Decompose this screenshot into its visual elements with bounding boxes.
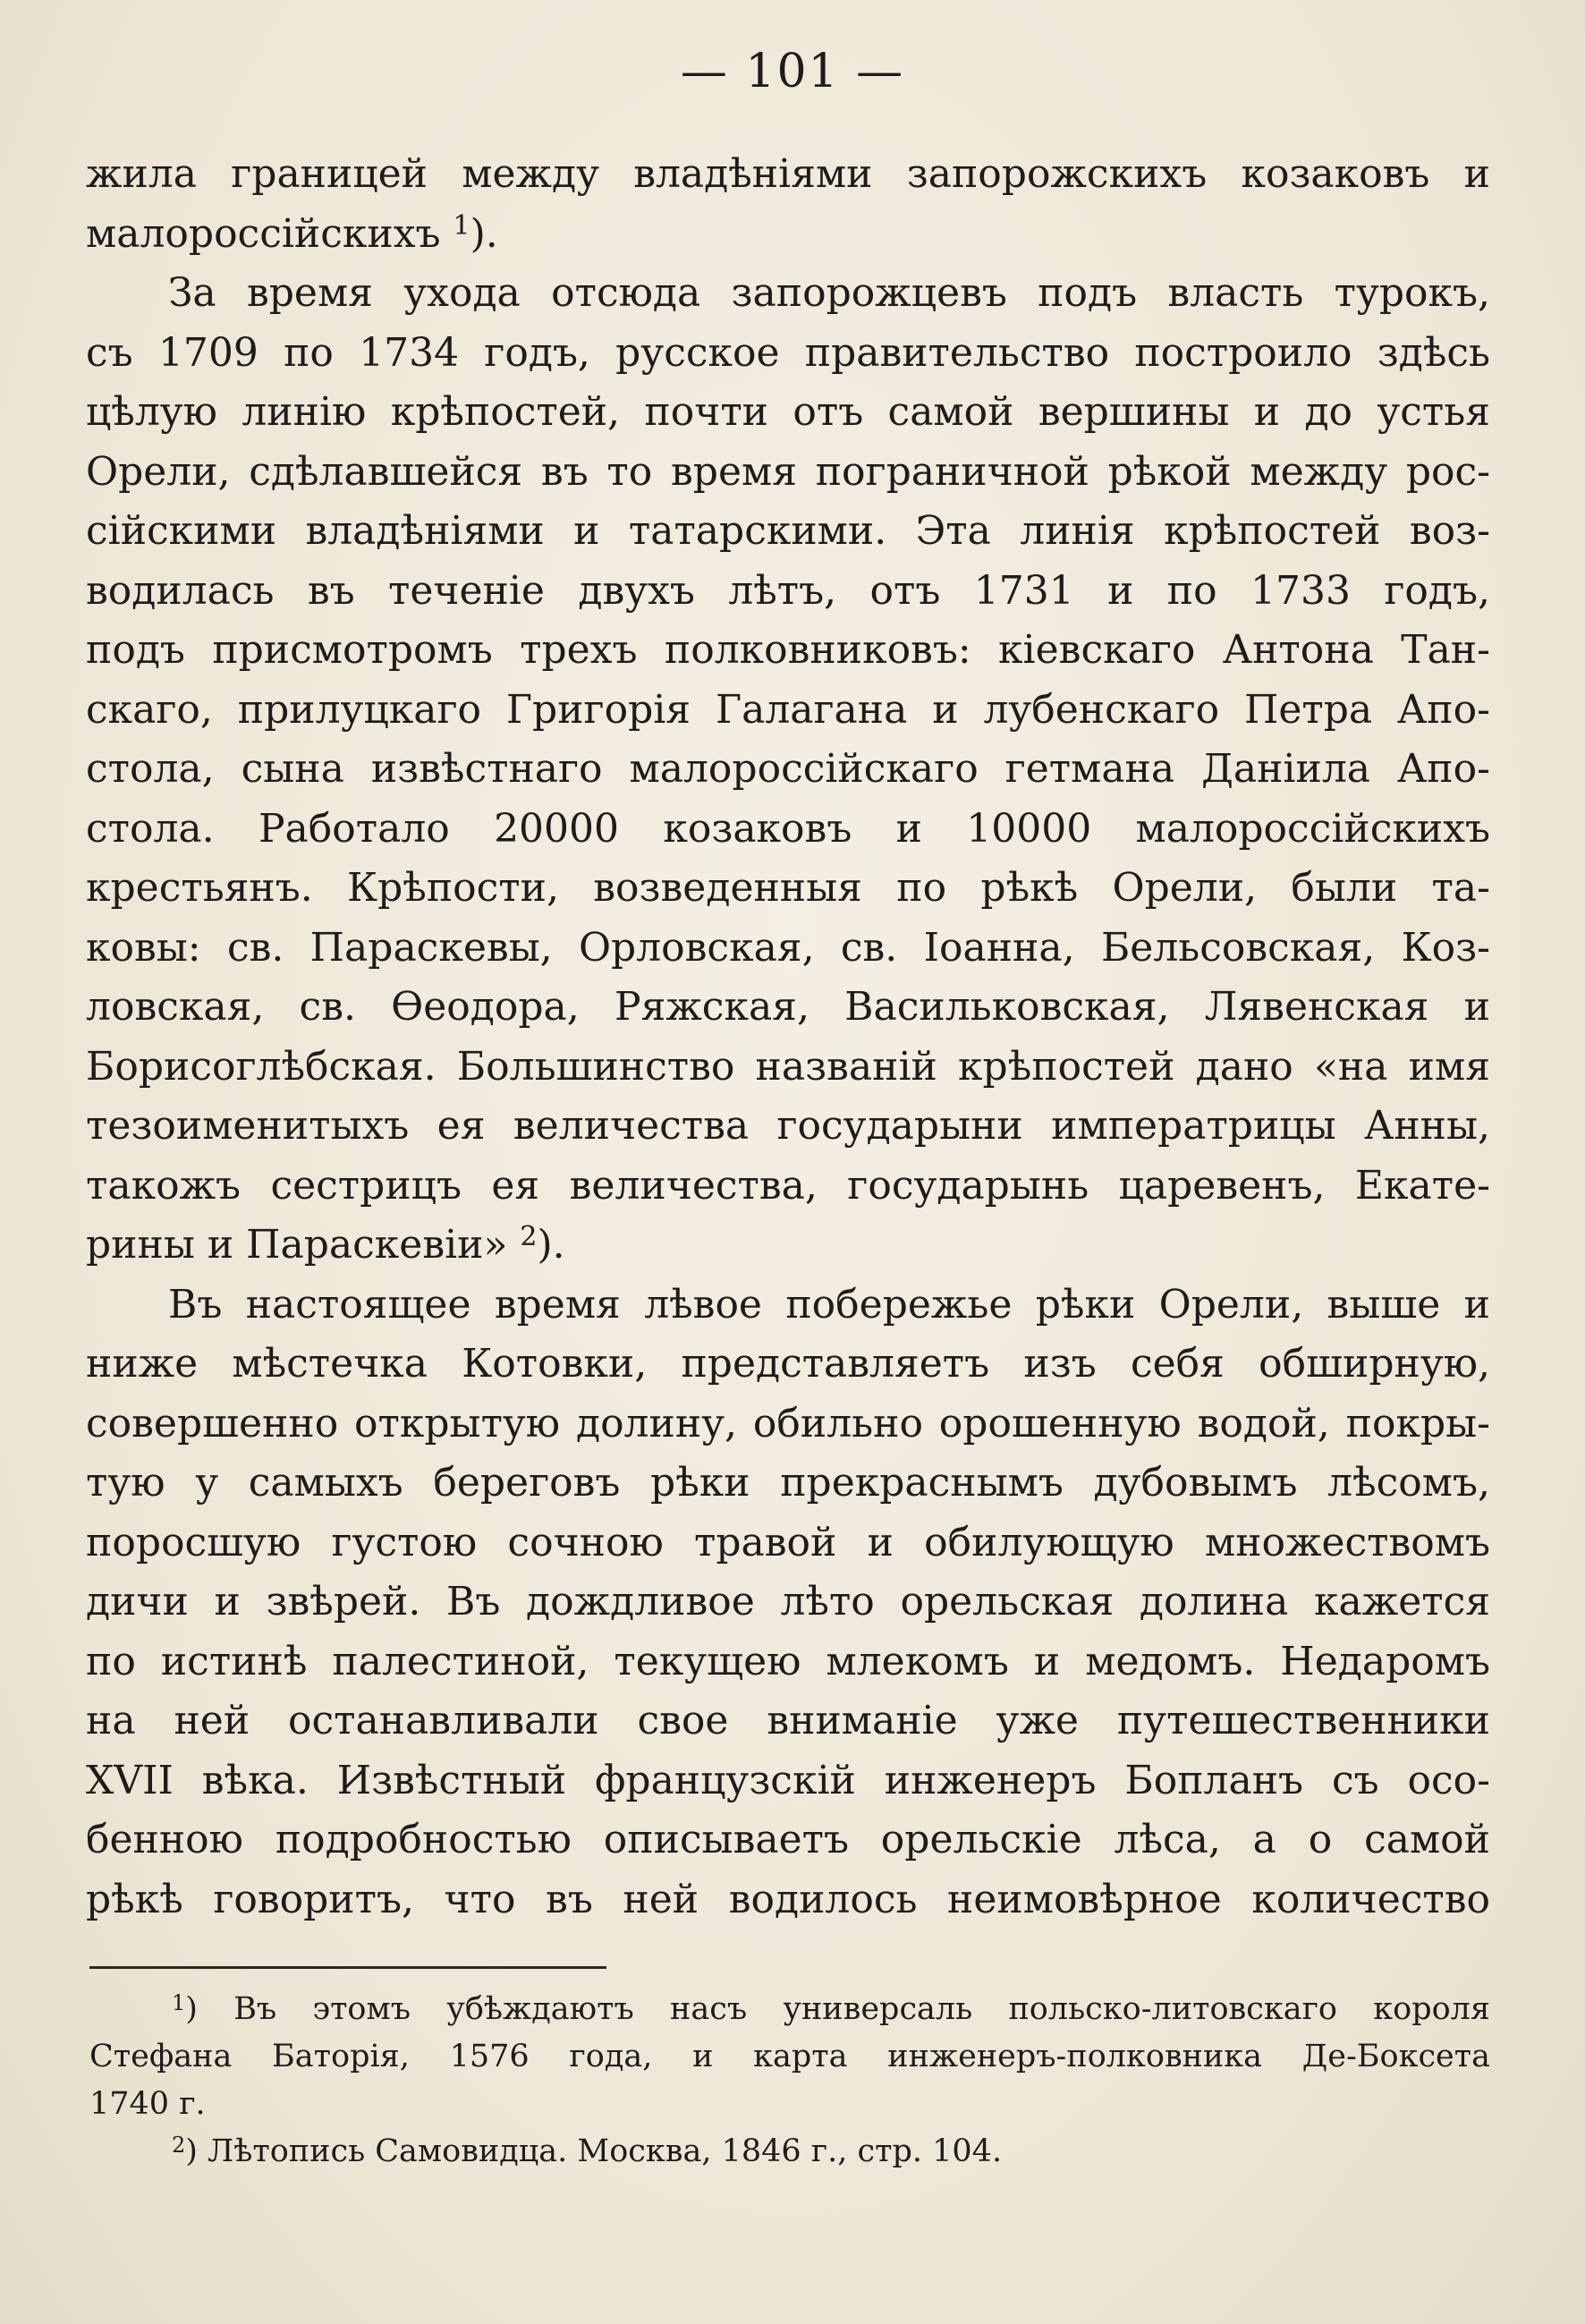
text-fragment: малороссійскихъ <box>86 210 441 257</box>
text-line: тезоименитыхъ ея величества государыни императрицы Анны, <box>86 1103 1490 1149</box>
text-fragment: ) Въ этомъ убѣждаютъ насъ универсаль польско-литовскаго короля <box>185 1991 1490 2027</box>
text-line: стола, сына извѣстнаго малороссійскаго гетмана Даніила Апо- <box>86 746 1490 792</box>
text-line: совершенно открытую долину, обильно орошенную водой, покры- <box>86 1400 1490 1446</box>
footnote-line <box>89 2128 1490 2176</box>
page-number: — 101 — <box>680 45 905 98</box>
text-line: За время ухода отсюда запорожцевъ подъ власть турокъ, <box>168 270 1490 316</box>
text-line: съ 1709 по 1734 годъ, русское правительство построило здѣсь <box>86 329 1490 376</box>
text-line: XVII вѣка. Извѣстный французскій инженеръ Бопланъ съ осо- <box>86 1757 1490 1803</box>
text-line: бенною подробностью описываетъ орельскіе лѣса, а о самой <box>86 1817 1490 1862</box>
text-line: ковы: св. Параскевы, Орловская, св. Іоанна, Бельсовская, Коз- <box>86 924 1490 971</box>
text-line: дичи и звѣрей. Въ дождливое лѣто орельская долина кажется <box>86 1579 1490 1624</box>
text-line: рѣкѣ говоритъ, что въ ней водилось неимовѣрное количество <box>86 1876 1490 1922</box>
text-line: крестьянъ. Крѣпости, возведенныя по рѣкѣ Орели, были та- <box>86 865 1490 911</box>
footnote-mark: 1 <box>172 1990 186 2015</box>
text-line: на ней останавливали свое вниманіе уже путешественники <box>86 1698 1490 1743</box>
text-line: жила границей между владѣніями запорожскихъ козаковъ и <box>86 151 1490 197</box>
text-line: тую у самыхъ береговъ рѣки прекраснымъ дубовымъ лѣсомъ, <box>86 1460 1490 1506</box>
text-line: ловская, св. Ѳеодора, Ряжская, Васильковская, Лявенская и <box>86 984 1490 1030</box>
text-line: подъ присмотромъ трехъ полковниковъ: кіевскаго Антона Тан- <box>86 627 1490 673</box>
text-line <box>86 205 1490 265</box>
footnote-line <box>89 1986 1490 2033</box>
footnote-ref: 1 <box>453 209 470 242</box>
text-line: поросшую густою сочною травой и обилующую множествомъ <box>86 1519 1490 1565</box>
text-line: Въ настоящее время лѣвое побережье рѣки Орели, выше и <box>168 1281 1490 1327</box>
text-line: такожъ сестрицъ ея величества, государынь царевенъ, Екате- <box>86 1162 1490 1209</box>
text-line: Борисоглѣбская. Большинство названій крѣпостей дано «на имя <box>86 1043 1490 1090</box>
text-fragment: рины и Параскевіи» <box>86 1222 508 1268</box>
footnote-line: Стефана Баторія, 1576 года, и карта инженеръ-полковника Де-Боксета <box>89 2039 1490 2074</box>
footnote-divider <box>89 1966 606 1969</box>
text-line: Орели, сдѣлавшейся въ то время пограничной рѣкой между рос- <box>86 448 1490 495</box>
text-line: ниже мѣстечка Котовки, представляетъ изъ себя обширную, <box>86 1341 1490 1387</box>
text-fragment: ) Лѣтопись Самовидца. Москва, 1846 г., стр. 104. <box>185 2133 1003 2169</box>
text-line: водилась въ теченіе двухъ лѣтъ, отъ 1731 и по 1733 годъ, <box>86 567 1490 614</box>
footnote-line: 1740 г. <box>89 2086 206 2122</box>
text-line: скаго, прилуцкаго Григорія Галагана и лубенскаго Петра Апо- <box>86 686 1490 733</box>
footnote-mark: 2 <box>172 2133 186 2158</box>
text-line <box>86 1216 1490 1276</box>
text-line: сійскими владѣніями и татарскими. Эта линія крѣпостей воз- <box>86 508 1490 554</box>
footnotes <box>89 1986 1490 2176</box>
footnote-ref: 2 <box>520 1221 538 1252</box>
text-line: стола. Работало 20000 козаковъ и 10000 малороссійскихъ <box>86 805 1490 852</box>
text-fragment: ). <box>537 1222 565 1268</box>
body-text <box>86 145 1490 1930</box>
text-line: по истинѣ палестиной, текущею млекомъ и медомъ. Недаромъ <box>86 1638 1490 1684</box>
text-line: цѣлую линію крѣпостей, почти отъ самой вершины и до устья <box>86 389 1490 435</box>
text-fragment: ). <box>470 210 498 257</box>
